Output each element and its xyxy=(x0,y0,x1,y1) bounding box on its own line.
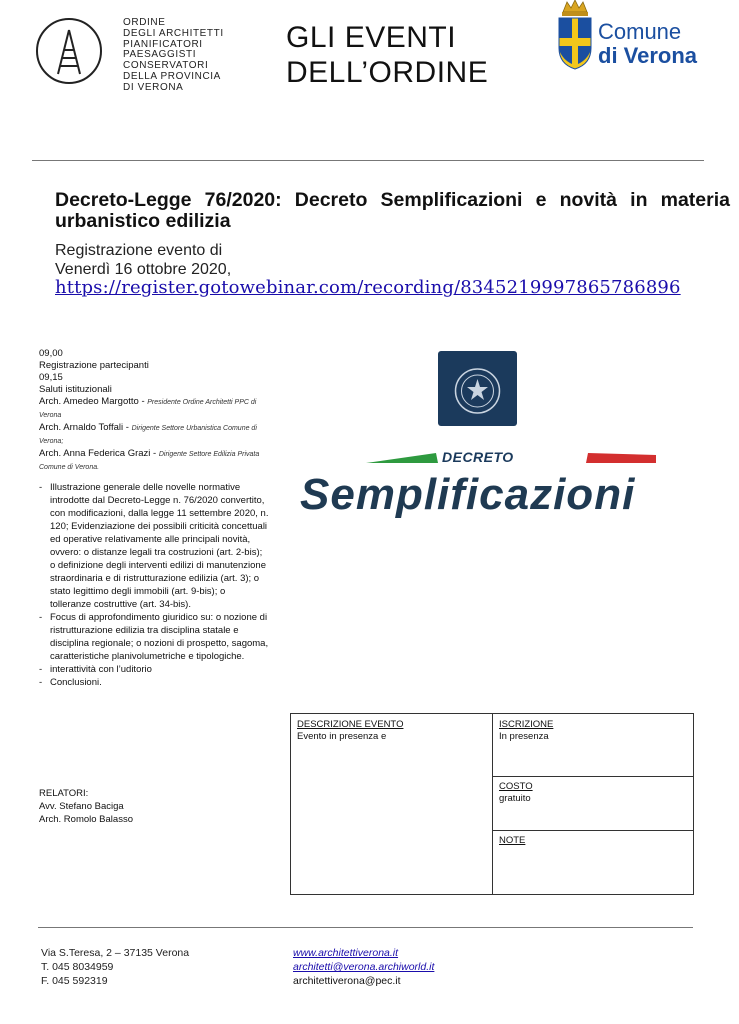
time-2-desc: Saluti istituzionali xyxy=(39,384,112,395)
list-item: - Conclusioni. xyxy=(39,676,269,689)
time-2: 09,15 xyxy=(39,372,63,383)
pec-address: architettiverona@pec.it xyxy=(293,975,401,987)
costo-cell xyxy=(493,778,693,808)
costo-value: gratuito xyxy=(499,793,531,804)
relatore-item: Avv. Stefano Baciga xyxy=(39,801,124,812)
registration-line-2: Venerdì 16 ottobre 2020, xyxy=(55,261,232,278)
list-item: - interattività con l’uditorio xyxy=(39,663,269,676)
iscrizione-value: In presenza xyxy=(499,731,549,742)
relatori xyxy=(39,787,133,826)
relatori-label: RELATORI: xyxy=(39,788,89,799)
note-cell xyxy=(493,832,693,850)
speaker-item: Arch. Amedeo Margotto - Presidente Ordine Architetti PPC di Verona xyxy=(39,396,257,419)
descrizione-value: Evento in presenza e xyxy=(297,731,387,742)
relatore-item: Arch. Romolo Balasso xyxy=(39,814,133,825)
table-divider xyxy=(493,776,694,777)
descrizione-label: DESCRIZIONE EVENTO xyxy=(297,719,404,730)
table-divider xyxy=(493,830,694,831)
descrizione-cell xyxy=(291,716,491,746)
repubblica-emblem xyxy=(438,351,517,426)
events-title: GLI EVENTI DELL’ORDINE xyxy=(286,21,489,89)
email-link[interactable]: architetti@verona.archiworld.it xyxy=(293,961,435,973)
ordine-logo xyxy=(36,18,102,84)
footer-links xyxy=(293,946,434,988)
header-divider xyxy=(32,160,704,161)
website-link[interactable]: www.architettiverona.it xyxy=(293,947,399,959)
document-title: Decreto-Legge 76/2020: Decreto Semplificazioni e novità in materia urbanistico edilizia xyxy=(55,189,730,232)
event-info-table xyxy=(290,713,694,895)
note-label: NOTE xyxy=(499,835,526,846)
speaker-item: Arch. Arnaldo Toffali - Dirigente Settore Urbanistica Comune di Verona; xyxy=(39,422,257,445)
footer-fax: F. 045 592319 xyxy=(41,975,108,987)
emblem-icon xyxy=(438,351,517,426)
list-item: - Illustrazione generale delle novelle normative introdotte dal Decreto-Legge n. 76/2020 convertito, con modificazioni, dalla legge 11 settembre 2020, n. 120; Evidenziazione dei possibili criticità concettuali ed operative relativamente alle principali novità, ovvero: o distanze legali tra costruzioni (art. 2-bis); o definizione degli interventi edilizi di manutenzione straordinaria e di ristrutturazione edilizia (art. 3); o stato legittimo degli immobili (art. 9-bis); o tolleranze costruttive (art. 34-bis). xyxy=(39,481,269,611)
semplificazioni-heading: Semplificazioni xyxy=(300,470,636,519)
comune-line1: Comune xyxy=(598,19,682,44)
schedule xyxy=(39,348,264,474)
footer-contacts xyxy=(41,946,189,988)
org-name: ORDINE DEGLI ARCHITETTI PIANIFICATORI PAESAGGISTI CONSERVATORI DELLA PROVINCIA DI VERONA xyxy=(123,17,224,93)
footer-tel: T. 045 8034959 xyxy=(41,961,114,973)
list-item: - Focus di approfondimento giuridico su: o nozione di ristrutturazione edilizia tra disciplina statale e disciplina regionale; o nozioni di prospetto, sagoma, caratteristiche planivolumetriche e tipologiche. xyxy=(39,611,269,663)
footer-divider xyxy=(38,927,693,928)
program-bullets xyxy=(39,481,269,689)
ladder-a-icon xyxy=(38,20,100,82)
iscrizione-cell xyxy=(493,716,693,746)
registration-line-1: Registrazione evento di xyxy=(55,242,223,259)
decreto-label: DECRETO xyxy=(442,449,514,465)
comune-label xyxy=(598,20,697,68)
costo-label: COSTO xyxy=(499,781,533,792)
speaker-item: Arch. Anna Federica Grazi - Dirigente Settore Edilizia Privata Comune di Verona. xyxy=(39,448,260,471)
footer-address: Via S.Teresa, 2 – 37135 Verona xyxy=(41,947,190,959)
comune-line2: di Verona xyxy=(598,43,698,68)
time-1: 09,00 xyxy=(39,348,63,359)
verona-crest-icon xyxy=(557,0,593,70)
recording-link[interactable]: https://register.gotowebinar.com/recording/8345219997865786896 xyxy=(55,277,681,298)
iscrizione-label: ISCRIZIONE xyxy=(499,719,554,730)
time-1-desc: Registrazione partecipanti xyxy=(39,360,149,371)
